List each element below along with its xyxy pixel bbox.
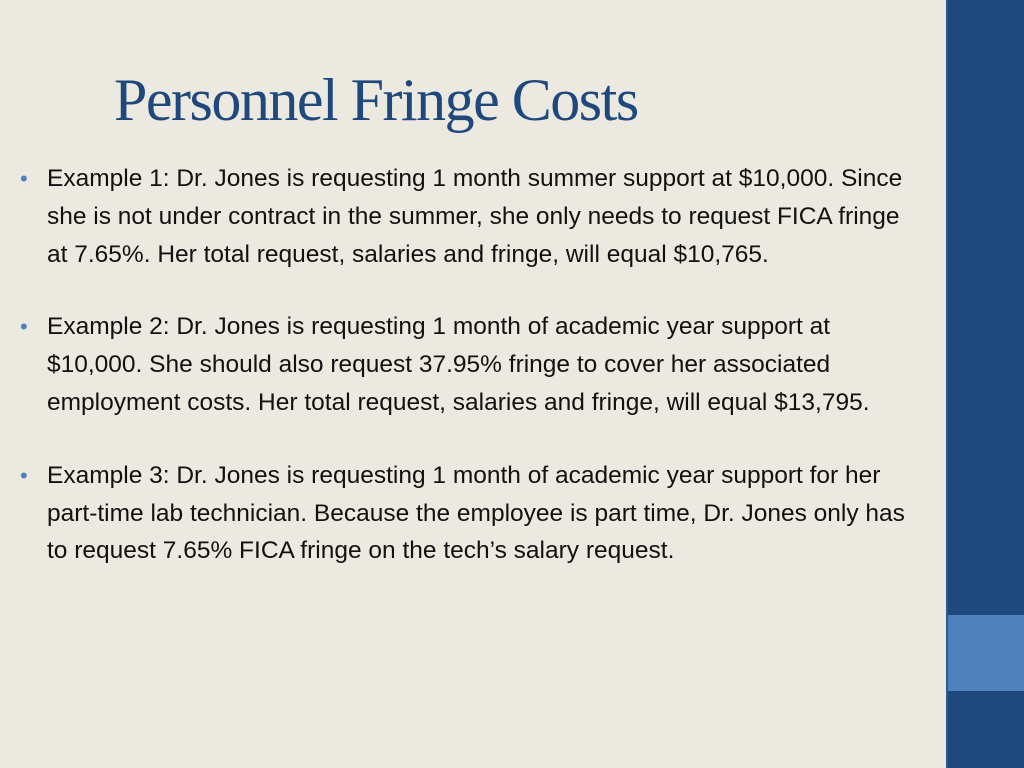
side-accent-block: [948, 615, 1024, 691]
bullet-dot-icon: •: [20, 166, 28, 191]
bullet-text: Example 3: Dr. Jones is requesting 1 month of academic year support for her part-time lab technician. Because the employee is part time, Dr. Jones only has to request 7.65% FICA fringe on the tech’s salary request.: [47, 461, 905, 565]
bullet-item-example-2: [20, 308, 910, 421]
slide-title: Personnel Fringe Costs: [114, 67, 638, 133]
bullet-dot-icon: •: [20, 314, 28, 340]
bullet-text: Example 1: Dr. Jones is requesting 1 month summer support at $10,000. Since she is not under contract in the summer, she only needs to request FICA fringe at 7.65%. Her total request, salaries and fringe, will equal $10,765.: [47, 165, 903, 268]
bullet-item-example-1: [20, 160, 910, 273]
bullet-dot-icon: •: [20, 462, 28, 488]
bullet-list: [20, 160, 910, 605]
bullet-text: Example 2: Dr. Jones is requesting 1 month of academic year support at $10,000. She should also request 37.95% fringe to cover her associated employment costs. Her total request, salaries and fringe, will equal $13,795.: [47, 313, 870, 416]
bullet-item-example-3: [20, 457, 910, 570]
